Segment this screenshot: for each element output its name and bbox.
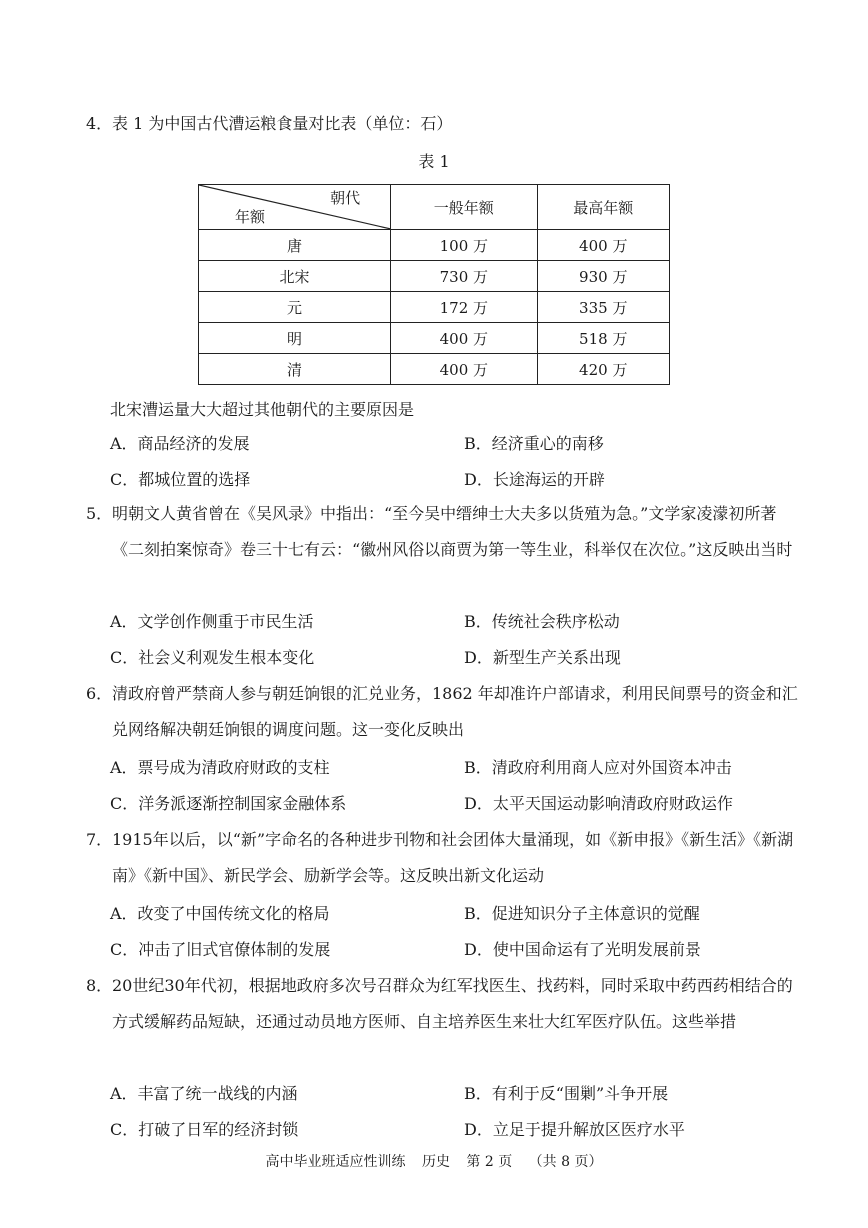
option-a[interactable]: A．票号成为清政府财政的支柱 bbox=[110, 758, 330, 777]
cell-normal: 172 万 bbox=[391, 292, 537, 323]
table-row bbox=[199, 230, 670, 261]
footer-total-pages: （共 8 页） bbox=[528, 1154, 603, 1170]
table-row bbox=[199, 354, 670, 385]
option-row bbox=[110, 426, 800, 462]
question-stem: 明朝文人黄省曾在《吴风录》中指出：“至今吴中缙绅士大夫多以货殖为急。”文学家凌濛初所著《二刻拍案惊奇》卷三十七有云：“徽州风俗以商贾为第一等生业，科举仅在次位。”这反映出当时 bbox=[112, 504, 793, 559]
table-header-row bbox=[199, 185, 670, 230]
option-b[interactable]: B．经济重心的南移 bbox=[464, 434, 604, 453]
option-d[interactable]: D．新型生产关系出现 bbox=[464, 648, 621, 667]
question-stem: 清政府曾严禁商人参与朝廷饷银的汇兑业务，1862 年却准许户部请求，利用民间票号的资金和汇兑网络解决朝廷饷银的调度问题。这一变化反映出 bbox=[112, 684, 798, 739]
table-row bbox=[199, 323, 670, 354]
cell-max: 400 万 bbox=[537, 230, 669, 261]
question-5-options bbox=[110, 604, 800, 676]
option-c[interactable]: C．打破了日军的经济封锁 bbox=[110, 1120, 299, 1139]
footer-page-number: 第 2 页 bbox=[466, 1154, 513, 1170]
option-row bbox=[110, 640, 800, 676]
option-c[interactable]: C．洋务派逐渐控制国家金融体系 bbox=[110, 794, 347, 813]
option-b[interactable]: B．有利于反“围剿”斗争开展 bbox=[464, 1084, 669, 1103]
question-8 bbox=[86, 968, 798, 1040]
option-d[interactable]: D．立足于提升解放区医疗水平 bbox=[464, 1120, 685, 1139]
option-b[interactable]: B．清政府利用商人应对外国资本冲击 bbox=[464, 758, 732, 777]
table-row bbox=[199, 292, 670, 323]
option-b[interactable]: B．促进知识分子主体意识的觉醒 bbox=[464, 904, 700, 923]
cell-max: 335 万 bbox=[537, 292, 669, 323]
option-d[interactable]: D．太平天国运动影响清政府财政运作 bbox=[464, 794, 733, 813]
option-a[interactable]: A．改变了中国传统文化的格局 bbox=[110, 904, 330, 923]
option-a[interactable]: A．文学创作侧重于市民生活 bbox=[110, 612, 314, 631]
option-d[interactable]: D．长途海运的开辟 bbox=[464, 470, 605, 489]
question-7 bbox=[86, 822, 798, 894]
col-header-normal: 一般年额 bbox=[391, 185, 537, 230]
question-6-options bbox=[110, 750, 800, 822]
option-d[interactable]: D．使中国命运有了光明发展前景 bbox=[464, 940, 701, 959]
question-stem: 表 1 为中国古代漕运粮食量对比表（单位：石） bbox=[112, 114, 453, 133]
option-c[interactable]: C．冲击了旧式官僚体制的发展 bbox=[110, 940, 331, 959]
option-a[interactable]: A．商品经济的发展 bbox=[110, 434, 250, 453]
cell-max: 930 万 bbox=[537, 261, 669, 292]
option-row bbox=[110, 896, 800, 932]
question-stem: 1915年以后，以“新”字命名的各种进步刊物和社会团体大量涌现，如《新申报》《新生活》《新湖南》《新中国》、新民学会、励新学会等。这反映出新文化运动 bbox=[112, 830, 794, 885]
col-header-max: 最高年额 bbox=[537, 185, 669, 230]
cell-normal: 400 万 bbox=[391, 354, 537, 385]
cell-normal: 400 万 bbox=[391, 323, 537, 354]
option-b[interactable]: B．传统社会秩序松动 bbox=[464, 612, 620, 631]
cell-dynasty: 明 bbox=[199, 323, 391, 354]
footer-subject: 历史 bbox=[421, 1154, 450, 1170]
question-number: 4． bbox=[86, 114, 113, 133]
option-row bbox=[110, 462, 800, 498]
question-6 bbox=[86, 676, 798, 748]
cell-max: 518 万 bbox=[537, 323, 669, 354]
option-row bbox=[110, 1076, 800, 1112]
option-c[interactable]: C．都城位置的选择 bbox=[110, 470, 251, 489]
question-number: 5． bbox=[86, 504, 113, 523]
grain-transport-table bbox=[198, 184, 670, 385]
cell-dynasty: 北宋 bbox=[199, 261, 391, 292]
table-row bbox=[199, 261, 670, 292]
question-number: 6． bbox=[86, 684, 113, 703]
option-c[interactable]: C．社会义利观发生根本变化 bbox=[110, 648, 315, 667]
cell-normal: 730 万 bbox=[391, 261, 537, 292]
cell-normal: 100 万 bbox=[391, 230, 537, 261]
diagonal-header-cell bbox=[199, 185, 391, 230]
table-title: 表 1 bbox=[418, 152, 450, 171]
question-8-options bbox=[110, 1076, 800, 1148]
option-row bbox=[110, 786, 800, 822]
question-4-prompt: 北宋漕运量大大超过其他朝代的主要原因是 bbox=[110, 400, 415, 419]
diag-label-amount: 年额 bbox=[235, 208, 266, 226]
option-row bbox=[110, 604, 800, 640]
cell-max: 420 万 bbox=[537, 354, 669, 385]
option-row bbox=[110, 1112, 800, 1148]
question-number: 8． bbox=[86, 976, 113, 995]
question-4-options bbox=[110, 426, 800, 498]
question-stem: 20世纪30年代初，根据地政府多次号召群众为红军找医生、找药料，同时采取中药西药相结合的方式缓解药品短缺，还通过动员地方医师、自主培养医生来壮大红军医疗队伍。这些举措 bbox=[112, 976, 793, 1031]
option-row bbox=[110, 932, 800, 968]
question-7-options bbox=[110, 896, 800, 968]
cell-dynasty: 清 bbox=[199, 354, 391, 385]
footer-exam-name: 高中毕业班适应性训练 bbox=[265, 1154, 406, 1170]
diagonal-line bbox=[199, 185, 391, 229]
cell-dynasty: 元 bbox=[199, 292, 391, 323]
diag-label-dynasty: 朝代 bbox=[330, 189, 361, 207]
option-a[interactable]: A．丰富了统一战线的内涵 bbox=[110, 1084, 298, 1103]
option-row bbox=[110, 750, 800, 786]
question-number: 7． bbox=[86, 830, 113, 849]
question-5 bbox=[86, 496, 798, 568]
cell-dynasty: 唐 bbox=[199, 230, 391, 261]
question-4 bbox=[86, 106, 798, 142]
page-footer bbox=[0, 1152, 868, 1172]
